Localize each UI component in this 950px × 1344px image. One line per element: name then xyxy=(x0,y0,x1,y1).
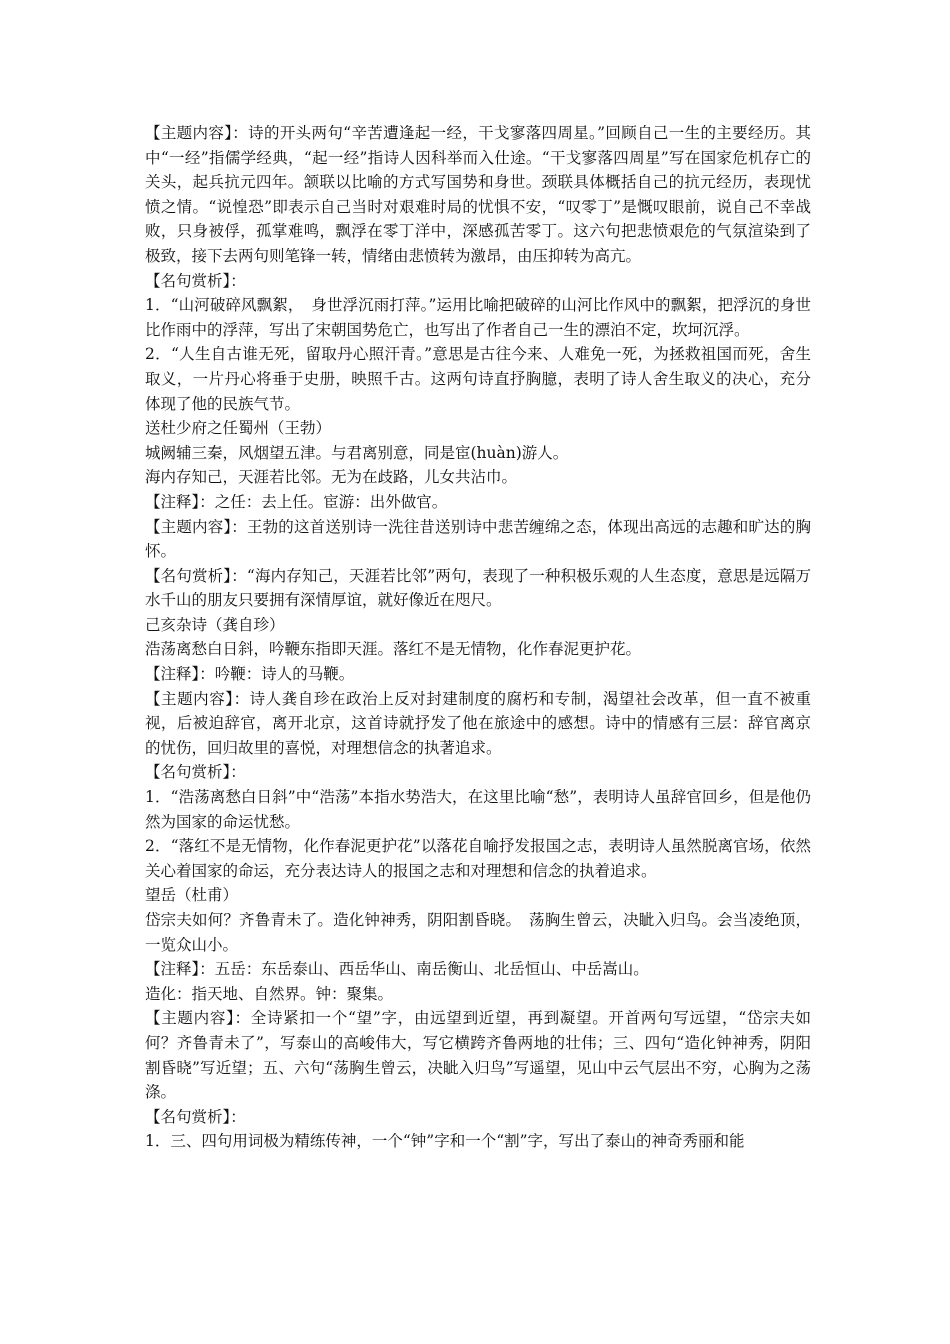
poem-title: 己亥杂诗（龚自珍） xyxy=(145,615,285,634)
paragraph: 1．三、四句用词极为精练传神，一个“钟”字和一个“割”字，写出了泰山的神奇秀丽和能 xyxy=(145,1132,745,1151)
paragraph: 【注释】：五岳：东岳泰山、西岳华山、南岳衡山、北岳恒山、中岳嵩山。 xyxy=(145,960,649,979)
paragraph: 【名句赏析】： xyxy=(145,271,246,290)
poem-line: 浩荡离愁白日斜，吟鞭东指即天涯。落红不是无情物，化作春泥更护花。 xyxy=(145,640,642,659)
paragraph: 【名句赏析】： xyxy=(145,763,246,782)
paragraph: 1．“山河破碎风飘絮， 身世浮沉雨打萍。”运用比喻把破碎的山河比作风中的飘絮，把浮沉的身世比作雨中的浮萍，写出了宋朝国势危亡，也写出了作者自己一生的漂泊不定，坎坷沉浮。 xyxy=(145,296,811,339)
paragraph: 【主题内容】：诗的开头两句“辛苦遭逢起一经，干戈寥落四周星。”回顾自己一生的主要经历。其中“一经”指儒学经典，“起一经”指诗人因科举而入仕途。“干戈寥落四周星”写在国家危机存亡的关头，起兵抗元四年。颔联以比喻的方式写国势和身世。颈联具体概括自己的抗元经历，表现忧愤之情。“说惶恐”即表示自己当时对艰难时局的忧惧不安，“叹零丁”是慨叹眼前，说自己不幸战败，只身被俘，孤掌难鸣，飘浮在零丁洋中，深感孤苦零丁。这六句把悲愤艰危的气氛渲染到了极致，接下去两句则笔锋一转，情绪由悲愤转为激昂，由压抑转为高亢。 xyxy=(145,124,811,265)
paragraph: 【注释】：吟鞭：诗人的马鞭。 xyxy=(145,665,355,684)
poem-line: 城阙辅三秦，风烟望五津。与君离别意，同是宦(huàn)游人。 xyxy=(145,443,569,462)
paragraph: 2．“落红不是无情物，化作春泥更护花”以落花自喻抒发报国之志，表明诗人虽然脱离官场，依然关心着国家的命运，充分表达诗人的报国之志和对理想和信念的执着追求。 xyxy=(145,837,811,880)
paragraph: 【主题内容】：全诗紧扣一个“望”字，由远望到近望，再到凝望。开首两句写远望，“岱宗夫如何？齐鲁青未了”，写泰山的高峻伟大，写它横跨齐鲁两地的壮伟；三、四句“造化钟神秀，阴阳割昏晓”写近望；五、六句“荡胸生曾云，决眦入归鸟”写遥望，见山中云气层出不穷，心胸为之荡涤。 xyxy=(145,1009,811,1102)
paragraph: 【名句赏析】：“海内存知己，天涯若比邻”两句，表现了一种积极乐观的人生态度，意思是远隔万水千山的朋友只要拥有深情厚谊，就好像近在咫尺。 xyxy=(145,566,811,610)
poem-title: 送杜少府之任蜀州（王勃） xyxy=(145,419,332,438)
document-page xyxy=(145,121,811,1154)
poem-line: 海内存知己，天涯若比邻。无为在歧路，儿女共沾巾。 xyxy=(145,468,518,487)
paragraph: 2．“人生自古谁无死，留取丹心照汗青。”意思是古往今来、人难免一死，为拯救祖国而死，舍生取义，一片丹心将垂于史册，映照千古。这两句诗直抒胸臆，表明了诗人舍生取义的决心，充分体现了他的民族气节。 xyxy=(145,345,811,413)
paragraph: 【注释】：之任：去上任。宦游：出外做官。 xyxy=(145,492,448,511)
paragraph: 【主题内容】：诗人龚自珍在政治上反对封建制度的腐朽和专制，渴望社会改革，但一直不被重视，后被迫辞官，离开北京，这首诗就抒发了他在旅途中的感想。诗中的情感有三层：辞官离京的忧伤，回归故里的喜悦，对理想信念的执著追求。 xyxy=(145,689,811,757)
poem-line: 岱宗夫如何？齐鲁青未了。造化钟神秀，阴阳割昏晓。 荡胸生曾云，决眦入归鸟。会当凌绝顶，一览众山小。 xyxy=(145,911,811,954)
paragraph: 【名句赏析】： xyxy=(145,1107,246,1126)
paragraph: 1．“浩荡离愁白日斜”中“浩荡”本指水势浩大，在这里比喻“愁”，表明诗人虽辞官回乡，但是他仍然为国家的命运忧愁。 xyxy=(145,788,811,831)
poem-title: 望岳（杜甫） xyxy=(145,886,239,905)
paragraph: 【主题内容】：王勃的这首送别诗一洗往昔送别诗中悲苦缠绵之态，体现出高远的志趣和旷达的胸怀。 xyxy=(145,517,811,561)
paragraph: 造化：指天地、自然界。钟：聚集。 xyxy=(145,984,394,1003)
